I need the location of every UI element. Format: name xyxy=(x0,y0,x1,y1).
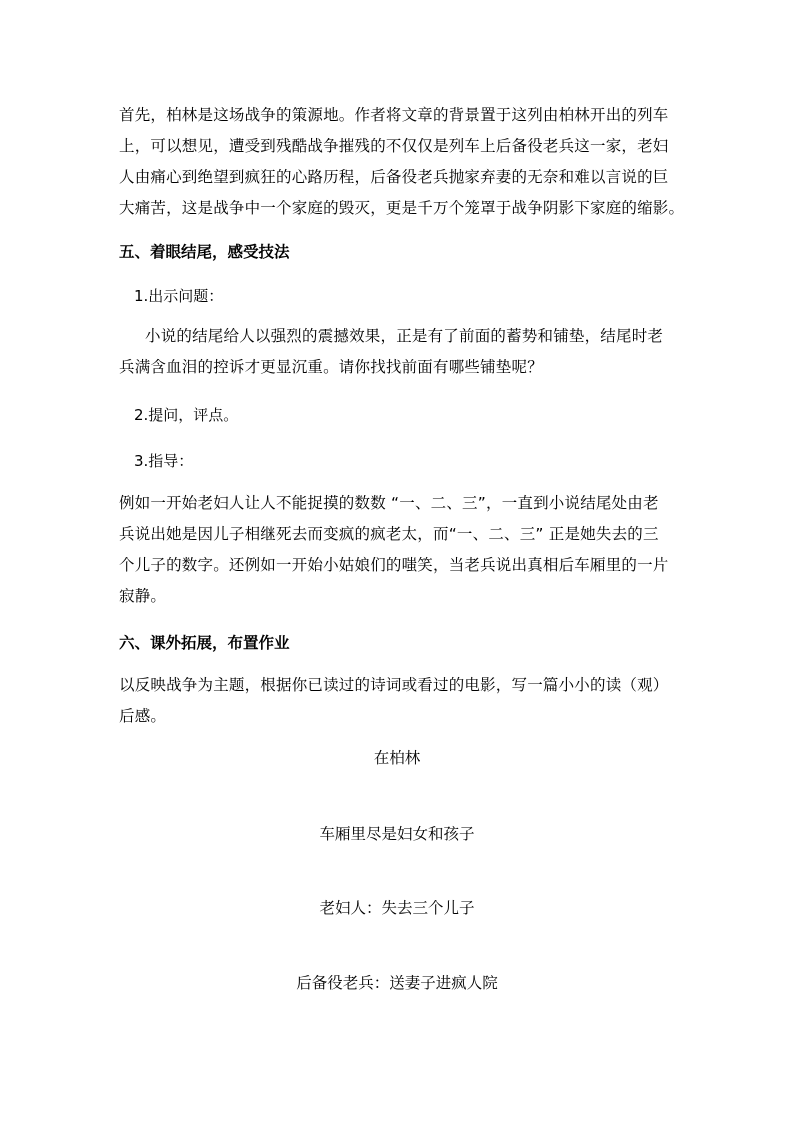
section-five-heading: 五、着眼结尾，感受技法 xyxy=(119,243,290,261)
section-six-heading: 六、课外拓展，布置作业 xyxy=(119,634,290,652)
board-line-carriage: 车厢里尽是妇女和孩子 xyxy=(319,825,475,843)
paragraph-line: 例如一开始老妇人让人不能捉摸的数数 “一、二、三”，一直到小说结尾处由老 xyxy=(119,494,659,512)
paragraph-line: 兵满含血泪的控诉才更显沉重。请你找找前面有哪些铺垫呢？ xyxy=(119,358,543,376)
paragraph-line: 上，可以想见，遭受到残酷战争摧残的不仅仅是列车上后备役老兵这一家，老妇 xyxy=(119,137,669,155)
paragraph-line: 兵说出她是因儿子相继死去而变疯的疯老太，而“一、二、三” 正是她失去的三 xyxy=(119,525,659,543)
list-item-ask-comment: 2.提问，评点。 xyxy=(134,406,239,424)
board-line-veteran: 后备役老兵：送妻子进疯人院 xyxy=(296,974,498,992)
guide-paragraph xyxy=(119,488,685,612)
board-line-old-woman: 老妇人：失去三个儿子 xyxy=(319,899,475,917)
board-title: 在柏林 xyxy=(373,749,421,767)
paragraph-line: 小说的结尾给人以强烈的震撼效果，正是有了前面的蓄势和铺垫，结尾时老 xyxy=(145,327,664,345)
paragraph-line: 寂静。 xyxy=(119,587,167,605)
paragraph-line: 大痛苦，这是战争中一个家庭的毁灭，更是千万个笼罩于战争阴影下家庭的缩影。 xyxy=(119,199,685,217)
paragraph-line: 人由痛心到绝望到疯狂的心路历程，后备役老兵抛家弃妻的无奈和难以言说的巨 xyxy=(119,168,669,186)
question-paragraph xyxy=(119,321,685,383)
list-item-guide: 3.指导： xyxy=(134,452,194,470)
paragraph-berlin-origin xyxy=(119,100,685,224)
list-item-show-question: 1.出示问题： xyxy=(134,287,224,305)
assignment-paragraph xyxy=(119,670,685,732)
paragraph-line: 首先，柏林是这场战争的策源地。作者将文章的背景置于这列由柏林开出的列车 xyxy=(119,106,669,124)
paragraph-line: 后感。 xyxy=(119,707,167,725)
paragraph-line: 个儿子的数字。还例如一开始小姑娘们的嗤笑，当老兵说出真相后车厢里的一片 xyxy=(119,556,669,574)
paragraph-line: 以反映战争为主题，根据你已读过的诗词或看过的电影，写一篇小小的读（观） xyxy=(119,676,669,694)
